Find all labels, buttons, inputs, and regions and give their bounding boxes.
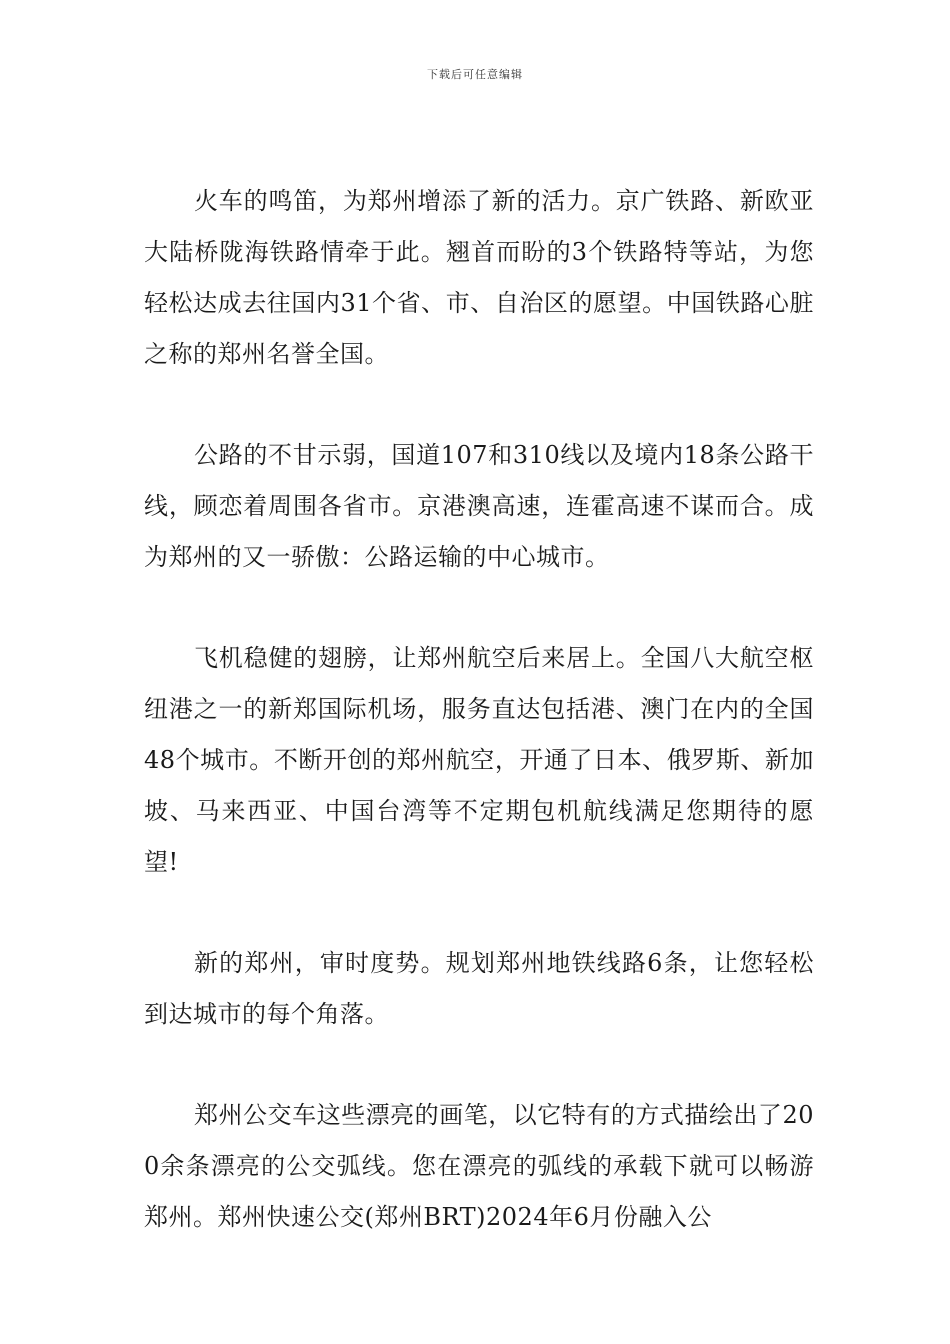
document-body [144,176,814,1293]
paragraph-highway: 公路的不甘示弱，国道107和310线以及境内18条公路干线，顾恋着周围各省市。京港澳高速，连霍高速不谋而合。成为郑州的又一骄傲：公路运输的中心城市。 [144,441,814,571]
paragraph-railway: 火车的鸣笛，为郑州增添了新的活力。京广铁路、新欧亚大陆桥陇海铁路情牵于此。翘首而盼的3个铁路特等站，为您轻松达成去往国内31个省、市、自治区的愿望。中国铁路心脏之称的郑州名誉全国。 [144,187,814,368]
paragraph-metro: 新的郑州，审时度势。规划郑州地铁线路6条，让您轻松到达城市的每个角落。 [144,949,814,1028]
paragraph-bus: 郑州公交车这些漂亮的画笔，以它特有的方式描绘出了200余条漂亮的公交弧线。您在漂亮的弧线的承载下就可以畅游郑州。郑州快速公交(郑州BRT)2024年6月份融入公 [144,1101,814,1231]
page-header-note: 下载后可任意编辑 [427,68,523,81]
paragraph-aviation: 飞机稳健的翅膀，让郑州航空后来居上。全国八大航空枢纽港之一的新郑国际机场，服务直达包括港、澳门在内的全国48个城市。不断开创的郑州航空，开通了日本、俄罗斯、新加坡、马来西亚、中国台湾等不定期包机航线满足您期待的愿望! [144,644,814,876]
